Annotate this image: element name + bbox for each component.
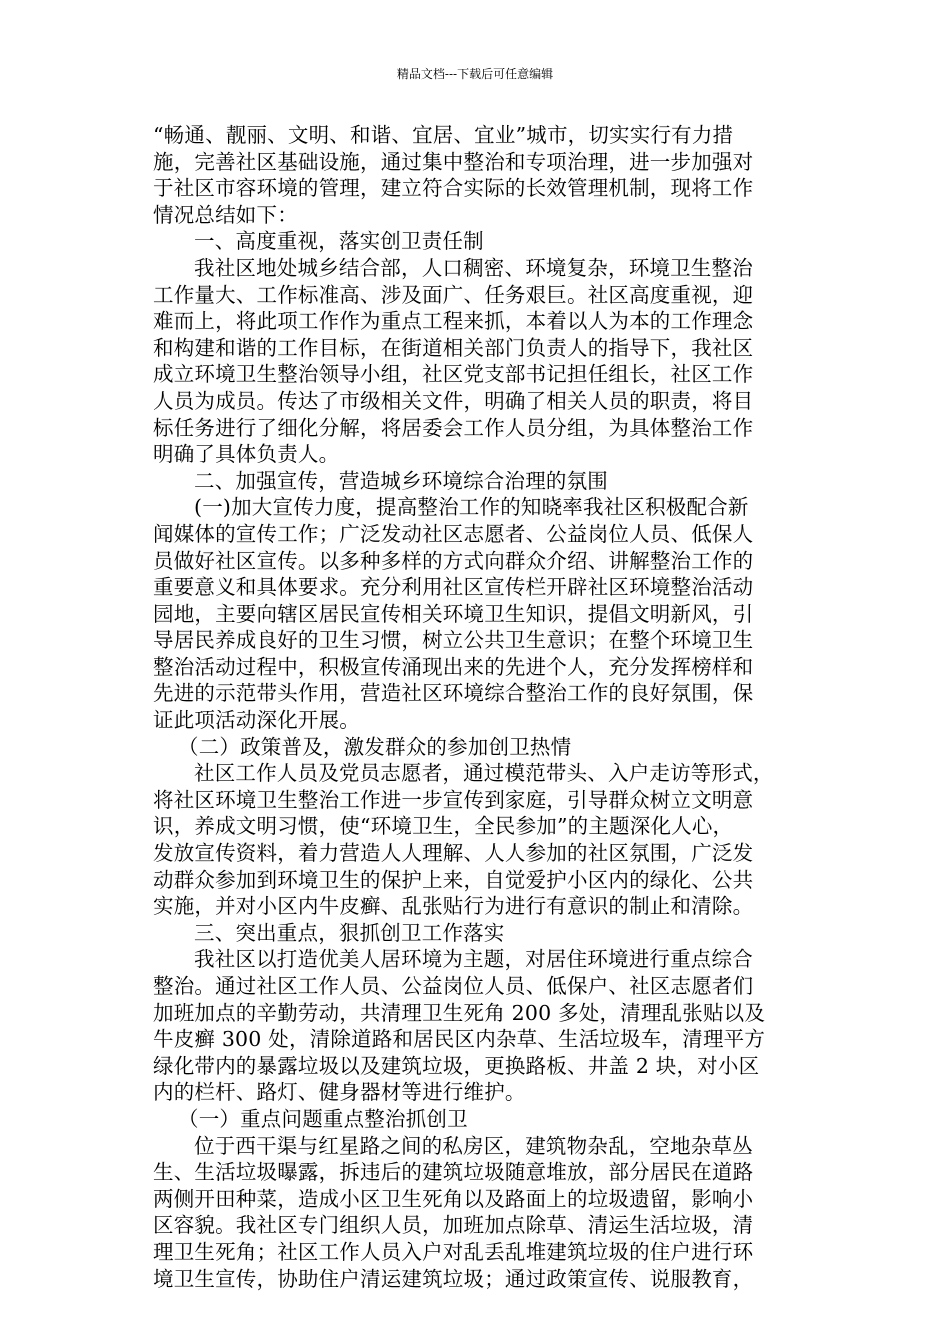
document-body [153,122,807,1292]
page-header-note: 精品文档---下载后可任意编辑 [396,67,554,81]
body-line: 员做好社区宣传。以多种多样的方式向群众介绍、讲解整治工作的 [153,548,754,573]
body-line: 园地，主要向辖区居民宣传相关环境卫生知识，提倡文明新风，引 [153,601,754,626]
section-heading: 一、高度重视，落实创卫责任制 [194,229,484,254]
subsection-heading: （二）政策普及，激发群众的参加创卫热情 [178,734,572,759]
body-line: 标任务进行了细化分解，将居委会工作人员分组，为具体整治工作 [153,415,754,440]
subsection-heading: （一）重点问题重点整治抓创卫 [178,1106,468,1131]
body-line: 先进的示范带头作用，营造社区环境综合整治工作的良好氛围，保 [153,681,754,706]
body-line: “畅通、靓丽、文明、和谐、宜居、宜业”城市，切实实行有力措 [153,123,734,147]
paragraph-first-line: 我社区以打造优美人居环境为主题，对居住环境进行重点综合 [194,947,753,972]
body-line: 动群众参加到环境卫生的保护上来，自觉爱护小区内的绿化、公共 [153,867,754,892]
body-line: 成立环境卫生整治领导小组，社区党支部书记担任组长，社区工作 [153,362,754,387]
body-line: 证此项活动深化开展。 [153,708,360,733]
body-line: 理卫生死角；社区工作人员入户对乱丢乱堆建筑垃圾的住户进行环 [153,1239,754,1264]
body-line: 生、生活垃圾曝露，拆违后的建筑垃圾随意堆放，部分居民在道路 [153,1160,754,1185]
paragraph-first-line: 社区工作人员及党员志愿者，通过模范带头、入户走访等形式， [194,761,774,786]
body-line: 发放宣传资料，着力营造人人理解、人人参加的社区氛围，广泛发 [153,841,754,866]
body-line: 情况总结如下： [153,202,298,227]
body-line: 将社区环境卫生整治工作进一步宣传到家庭，引导群众树立文明意 [153,787,754,812]
body-line: 内的栏杆、路灯、健身器材等进行维护。 [153,1080,526,1105]
body-line: 实施，并对小区内牛皮癣、乱张贴行为进行有意识的制止和清除。 [153,894,754,919]
body-line: 两侧开田种菜，造成小区卫生死角以及路面上的垃圾遗留，影响小 [153,1186,754,1211]
body-line: 牛皮癣 300 处，清除道路和居民区内杂草、生活垃圾车，清理平方 [153,1027,766,1052]
body-line: 人员为成员。传达了市级相关文件，明确了相关人员的职责，将目 [153,388,754,413]
body-line: 整治。通过社区工作人员、公益岗位人员、低保户、社区志愿者们 [153,974,754,998]
body-line: 施，完善社区基础设施，通过集中整治和专项治理，进一步加强对 [153,149,754,174]
body-line: 加班加点的辛勤劳动，共清理卫生死角 200 多处，清理乱张贴以及 [153,1000,766,1025]
body-line: 和构建和谐的工作目标，在街道相关部门负责人的指导下，我社区 [153,335,754,360]
paragraph-first-line: 位于西干渠与红星路之间的私房区，建筑物杂乱，空地杂草丛 [194,1133,753,1158]
section-heading: 三、突出重点，狠抓创卫工作落实 [194,920,505,945]
body-line: 于社区市容环境的管理，建立符合实际的长效管理机制，现将工作 [153,176,754,201]
body-line: 明确了具体负责人。 [153,442,340,467]
body-line: 工作量大、工作标准高、涉及面广、任务艰巨。社区高度重视，迎 [153,282,754,307]
body-line: 识，养成文明习惯，使“环境卫生，全民参加”的主题深化人心， [153,814,734,839]
body-line: 境卫生宣传，协助住户清运建筑垃圾；通过政策宣传、说服教育， [153,1266,754,1291]
paragraph-first-line: 我社区地处城乡结合部，人口稠密、环境复杂，环境卫生整治 [194,255,753,280]
body-line: 闻媒体的宣传工作；广泛发动社区志愿者、公益岗位人员、低保人 [153,521,754,546]
body-line: 难而上，将此项工作作为重点工程来抓，本着以人为本的工作理念 [153,309,754,334]
body-line: 绿化带内的暴露垃圾以及建筑垃圾，更换路板、井盖 2 块，对小区 [153,1053,760,1078]
body-line: 整治活动过程中，积极宣传涌现出来的先进个人，充分发挥榜样和 [153,654,754,679]
section-heading: 二、加强宣传，营造城乡环境综合治理的氛围 [194,468,608,493]
body-line: 区容貌。我社区专门组织人员，加班加点除草、清运生活垃圾，清 [153,1213,754,1238]
body-line: 导居民养成良好的卫生习惯，树立公共卫生意识；在整个环境卫生 [153,628,754,653]
paragraph-first-line: (一)加大宣传力度，提高整治工作的知晓率我社区积极配合新 [194,495,749,520]
body-line: 重要意义和具体要求。充分利用社区宣传栏开辟社区环境整治活动 [153,575,754,600]
